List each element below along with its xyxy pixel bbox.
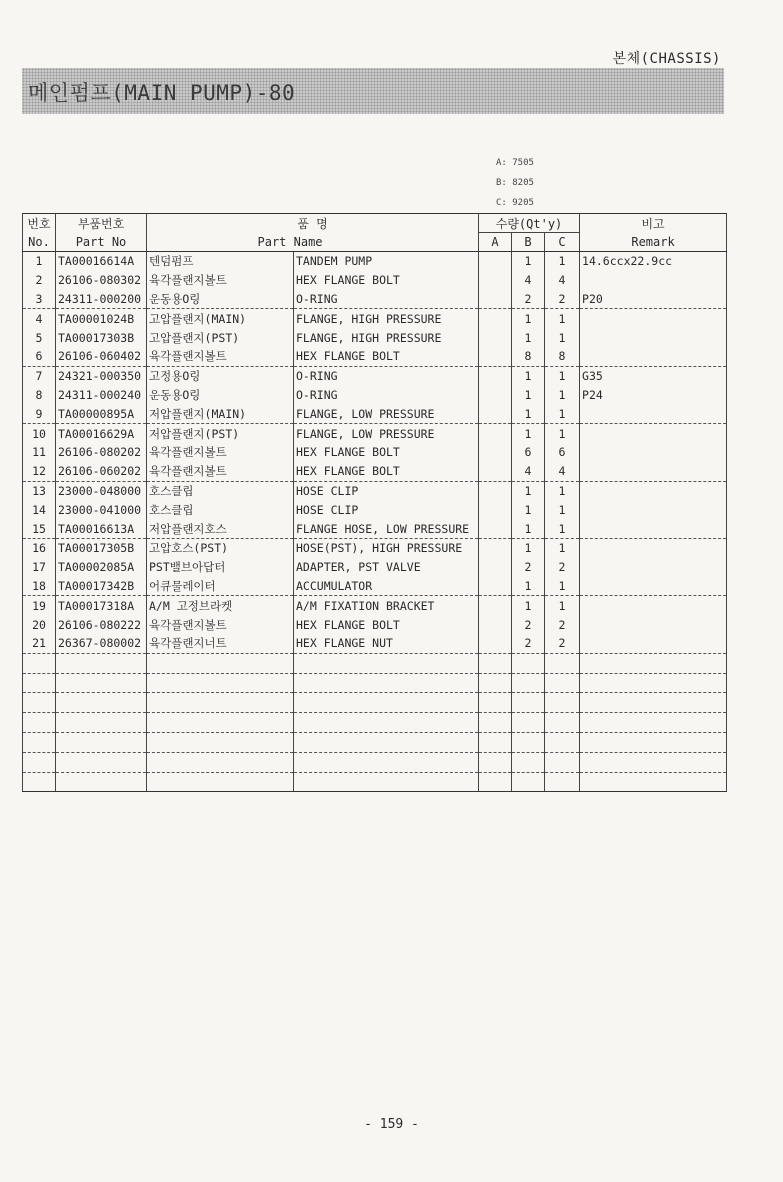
part-number: 26106-080302: [56, 271, 147, 290]
page-number: - 159 -: [364, 1117, 419, 1132]
remark: [580, 519, 727, 538]
empty-cell: [23, 693, 56, 713]
empty-cell: [580, 713, 727, 733]
part-number: 26106-080222: [56, 615, 147, 634]
empty-cell: [512, 693, 545, 713]
part-number: TA00016614A: [56, 252, 147, 271]
remark: G35: [580, 366, 727, 385]
remark: P24: [580, 386, 727, 405]
part-name-kr: 저압플랜지호스: [147, 519, 294, 538]
qty-a: [479, 538, 512, 557]
qty-c: 1: [545, 538, 580, 557]
empty-cell: [545, 713, 580, 733]
part-number: TA00016629A: [56, 424, 147, 443]
qty-b: 1: [512, 577, 545, 596]
qty-a: [479, 271, 512, 290]
empty-cell: [580, 673, 727, 693]
item-no: 13: [23, 481, 56, 500]
remark: [580, 577, 727, 596]
parts-table: [22, 213, 727, 792]
remark: [580, 481, 727, 500]
qty-b: 2: [512, 634, 545, 653]
part-name-kr: 고압플랜지(MAIN): [147, 309, 294, 328]
empty-cell: [479, 732, 512, 752]
qty-c: 1: [545, 577, 580, 596]
qty-a: [479, 519, 512, 538]
part-name-kr: 육각플랜지볼트: [147, 443, 294, 462]
part-number: 26367-080002: [56, 634, 147, 653]
part-number: 24321-000350: [56, 366, 147, 385]
table-row: [23, 634, 727, 653]
part-number: TA00002085A: [56, 558, 147, 577]
col-no-en: No.: [23, 233, 56, 252]
part-number: 26106-060202: [56, 462, 147, 481]
part-number: 26106-080202: [56, 443, 147, 462]
empty-cell: [580, 653, 727, 673]
remark: [580, 309, 727, 328]
part-name-en: HOSE CLIP: [294, 500, 479, 519]
empty-cell: [56, 752, 147, 772]
qty-a: [479, 500, 512, 519]
part-name-en: FLANGE, HIGH PRESSURE: [294, 309, 479, 328]
empty-cell: [147, 673, 294, 693]
qty-a: [479, 443, 512, 462]
qty-a: [479, 347, 512, 366]
model-a: A: 7505: [496, 158, 534, 168]
qty-a: [479, 481, 512, 500]
qty-c: 1: [545, 500, 580, 519]
part-number: 24311-000200: [56, 290, 147, 309]
qty-c: 8: [545, 347, 580, 366]
item-no: 2: [23, 271, 56, 290]
empty-cell: [479, 693, 512, 713]
qty-c: 1: [545, 366, 580, 385]
qty-c: 6: [545, 443, 580, 462]
empty-cell: [479, 752, 512, 772]
item-no: 9: [23, 404, 56, 423]
qty-a: [479, 366, 512, 385]
part-name-kr: 운동용O링: [147, 290, 294, 309]
empty-cell: [23, 713, 56, 733]
qty-b: 1: [512, 328, 545, 347]
part-name-en: HEX FLANGE BOLT: [294, 462, 479, 481]
qty-b: 1: [512, 252, 545, 271]
empty-cell: [294, 772, 479, 792]
model-b: B: 8205: [496, 178, 534, 188]
qty-a: [479, 558, 512, 577]
qty-c: 2: [545, 634, 580, 653]
remark: [580, 404, 727, 423]
qty-b: 4: [512, 462, 545, 481]
empty-cell: [545, 772, 580, 792]
qty-a: [479, 424, 512, 443]
qty-b: 1: [512, 404, 545, 423]
part-number: 24311-000240: [56, 386, 147, 405]
qty-a: [479, 634, 512, 653]
qty-b: 2: [512, 615, 545, 634]
page-title: 메인펌프(MAIN PUMP)-80: [28, 81, 296, 105]
part-name-en: A/M FIXATION BRACKET: [294, 596, 479, 615]
col-qty-c: C: [545, 233, 580, 252]
part-number: 23000-041000: [56, 500, 147, 519]
empty-row: [23, 772, 727, 792]
table-row: [23, 443, 727, 462]
empty-cell: [512, 673, 545, 693]
table-row: [23, 519, 727, 538]
part-name-kr: 고정용O링: [147, 366, 294, 385]
qty-a: [479, 290, 512, 309]
empty-cell: [545, 752, 580, 772]
qty-a: [479, 462, 512, 481]
empty-cell: [147, 713, 294, 733]
empty-cell: [294, 752, 479, 772]
qty-a: [479, 577, 512, 596]
empty-cell: [512, 732, 545, 752]
empty-cell: [294, 732, 479, 752]
item-no: 4: [23, 309, 56, 328]
remark: [580, 443, 727, 462]
qty-b: 2: [512, 290, 545, 309]
qty-b: 4: [512, 271, 545, 290]
qty-a: [479, 596, 512, 615]
table-row: [23, 252, 727, 271]
empty-cell: [294, 653, 479, 673]
remark: [580, 538, 727, 557]
table-row: [23, 596, 727, 615]
qty-a: [479, 309, 512, 328]
empty-cell: [23, 653, 56, 673]
empty-row: [23, 732, 727, 752]
table-row: [23, 271, 727, 290]
item-no: 1: [23, 252, 56, 271]
qty-b: 6: [512, 443, 545, 462]
col-remark-en: Remark: [580, 233, 727, 252]
part-name-en: ACCUMULATOR: [294, 577, 479, 596]
part-name-kr: 텐덤펌프: [147, 252, 294, 271]
part-number: TA00017318A: [56, 596, 147, 615]
remark: [580, 558, 727, 577]
empty-cell: [479, 653, 512, 673]
empty-cell: [512, 772, 545, 792]
part-name-en: O-RING: [294, 366, 479, 385]
item-no: 18: [23, 577, 56, 596]
qty-c: 2: [545, 615, 580, 634]
part-name-kr: 육각플랜지너트: [147, 634, 294, 653]
empty-cell: [580, 732, 727, 752]
qty-b: 1: [512, 538, 545, 557]
remark: [580, 271, 727, 290]
remark: [580, 347, 727, 366]
empty-cell: [147, 772, 294, 792]
part-number: 23000-048000: [56, 481, 147, 500]
empty-cell: [545, 693, 580, 713]
table-row: [23, 538, 727, 557]
empty-cell: [56, 732, 147, 752]
part-name-kr: 육각플랜지볼트: [147, 271, 294, 290]
col-name-kr: 품 명: [147, 214, 479, 233]
empty-cell: [580, 693, 727, 713]
part-name-en: O-RING: [294, 290, 479, 309]
qty-c: 4: [545, 271, 580, 290]
part-name-kr: 육각플랜지볼트: [147, 347, 294, 366]
col-no-kr: 번호: [23, 214, 56, 233]
table-row: [23, 386, 727, 405]
qty-c: 1: [545, 519, 580, 538]
part-name-en: HEX FLANGE BOLT: [294, 271, 479, 290]
empty-cell: [545, 653, 580, 673]
qty-a: [479, 615, 512, 634]
qty-c: 1: [545, 404, 580, 423]
part-name-en: HEX FLANGE BOLT: [294, 443, 479, 462]
item-no: 16: [23, 538, 56, 557]
qty-c: 1: [545, 252, 580, 271]
qty-a: [479, 404, 512, 423]
empty-cell: [512, 752, 545, 772]
part-name-kr: 운동용O링: [147, 386, 294, 405]
part-name-kr: 육각플랜지볼트: [147, 615, 294, 634]
item-no: 21: [23, 634, 56, 653]
empty-cell: [23, 673, 56, 693]
table-row: [23, 347, 727, 366]
part-name-en: HEX FLANGE NUT: [294, 634, 479, 653]
item-no: 11: [23, 443, 56, 462]
item-no: 15: [23, 519, 56, 538]
remark: [580, 615, 727, 634]
qty-b: 8: [512, 347, 545, 366]
table-row: [23, 577, 727, 596]
empty-row: [23, 693, 727, 713]
col-qty-a: A: [479, 233, 512, 252]
empty-cell: [23, 752, 56, 772]
part-name-en: TANDEM PUMP: [294, 252, 479, 271]
qty-c: 1: [545, 481, 580, 500]
empty-cell: [56, 772, 147, 792]
table-row: [23, 481, 727, 500]
empty-cell: [479, 772, 512, 792]
table-row: [23, 615, 727, 634]
empty-cell: [147, 732, 294, 752]
qty-b: 1: [512, 386, 545, 405]
part-number: TA00017305B: [56, 538, 147, 557]
title-banner: [22, 68, 724, 114]
item-no: 14: [23, 500, 56, 519]
part-name-en: FLANGE HOSE, LOW PRESSURE: [294, 519, 479, 538]
remark: 14.6ccx22.9cc: [580, 252, 727, 271]
empty-cell: [294, 693, 479, 713]
empty-cell: [479, 673, 512, 693]
part-name-kr: PST밸브아답터: [147, 558, 294, 577]
empty-cell: [56, 693, 147, 713]
item-no: 5: [23, 328, 56, 347]
empty-cell: [545, 732, 580, 752]
item-no: 8: [23, 386, 56, 405]
part-name-en: HOSE CLIP: [294, 481, 479, 500]
col-remark-kr: 비고: [580, 214, 727, 233]
empty-row: [23, 752, 727, 772]
qty-c: 1: [545, 328, 580, 347]
remark: [580, 500, 727, 519]
empty-cell: [294, 713, 479, 733]
empty-cell: [23, 772, 56, 792]
qty-c: 4: [545, 462, 580, 481]
table-row: [23, 500, 727, 519]
empty-cell: [147, 653, 294, 673]
empty-cell: [294, 673, 479, 693]
part-name-kr: 육각플랜지볼트: [147, 462, 294, 481]
qty-c: 1: [545, 309, 580, 328]
remark: [580, 462, 727, 481]
part-number: TA00001024B: [56, 309, 147, 328]
empty-row: [23, 673, 727, 693]
col-part-no-kr: 부품번호: [56, 214, 147, 233]
part-name-kr: 저압플랜지(PST): [147, 424, 294, 443]
item-no: 20: [23, 615, 56, 634]
col-part-no-en: Part No: [56, 233, 147, 252]
qty-a: [479, 252, 512, 271]
item-no: 3: [23, 290, 56, 309]
qty-b: 1: [512, 500, 545, 519]
part-number: TA00017303B: [56, 328, 147, 347]
part-name-en: FLANGE, LOW PRESSURE: [294, 424, 479, 443]
part-name-en: HEX FLANGE BOLT: [294, 347, 479, 366]
part-number: TA00016613A: [56, 519, 147, 538]
remark: [580, 424, 727, 443]
empty-cell: [580, 752, 727, 772]
qty-c: 1: [545, 596, 580, 615]
part-name-en: HOSE(PST), HIGH PRESSURE: [294, 538, 479, 557]
empty-cell: [545, 673, 580, 693]
table-row: [23, 366, 727, 385]
remark: [580, 634, 727, 653]
table-row: [23, 290, 727, 309]
table-row: [23, 424, 727, 443]
qty-b: 2: [512, 558, 545, 577]
qty-c: 1: [545, 386, 580, 405]
remark: [580, 596, 727, 615]
qty-b: 1: [512, 519, 545, 538]
part-name-en: ADAPTER, PST VALVE: [294, 558, 479, 577]
table-row: [23, 404, 727, 423]
empty-row: [23, 713, 727, 733]
qty-c: 1: [545, 424, 580, 443]
item-no: 10: [23, 424, 56, 443]
empty-cell: [512, 713, 545, 733]
qty-b: 1: [512, 424, 545, 443]
col-qty-b: B: [512, 233, 545, 252]
part-name-en: FLANGE, LOW PRESSURE: [294, 404, 479, 423]
empty-cell: [147, 752, 294, 772]
table-row: [23, 328, 727, 347]
part-number: 26106-060402: [56, 347, 147, 366]
qty-b: 1: [512, 596, 545, 615]
empty-cell: [512, 653, 545, 673]
part-name-kr: 고압플랜지(PST): [147, 328, 294, 347]
qty-c: 2: [545, 558, 580, 577]
qty-b: 1: [512, 481, 545, 500]
empty-row: [23, 653, 727, 673]
empty-cell: [479, 713, 512, 733]
item-no: 19: [23, 596, 56, 615]
col-qty: 수량(Qt'y): [479, 214, 580, 233]
part-name-kr: 호스클립: [147, 481, 294, 500]
table-row: [23, 558, 727, 577]
table-row: [23, 309, 727, 328]
item-no: 17: [23, 558, 56, 577]
table-row: [23, 462, 727, 481]
part-name-kr: A/M 고정브라켓: [147, 596, 294, 615]
model-c: C: 9205: [496, 198, 534, 208]
item-no: 7: [23, 366, 56, 385]
qty-b: 1: [512, 366, 545, 385]
part-name-en: FLANGE, HIGH PRESSURE: [294, 328, 479, 347]
part-number: TA00000895A: [56, 404, 147, 423]
remark: P20: [580, 290, 727, 309]
empty-cell: [56, 653, 147, 673]
empty-cell: [147, 693, 294, 713]
qty-a: [479, 386, 512, 405]
empty-cell: [56, 673, 147, 693]
empty-cell: [580, 772, 727, 792]
remark: [580, 328, 727, 347]
part-name-kr: 호스클립: [147, 500, 294, 519]
part-number: TA00017342B: [56, 577, 147, 596]
part-name-en: O-RING: [294, 386, 479, 405]
item-no: 12: [23, 462, 56, 481]
item-no: 6: [23, 347, 56, 366]
qty-c: 2: [545, 290, 580, 309]
empty-cell: [23, 732, 56, 752]
part-name-kr: 저압플랜지(MAIN): [147, 404, 294, 423]
part-name-en: HEX FLANGE BOLT: [294, 615, 479, 634]
part-name-kr: 어큐물레이터: [147, 577, 294, 596]
col-name-en: Part Name: [294, 233, 479, 252]
qty-b: 1: [512, 309, 545, 328]
part-name-kr: 고압호스(PST): [147, 538, 294, 557]
qty-a: [479, 328, 512, 347]
empty-cell: [56, 713, 147, 733]
section-label: 본체(CHASSIS): [612, 51, 721, 67]
